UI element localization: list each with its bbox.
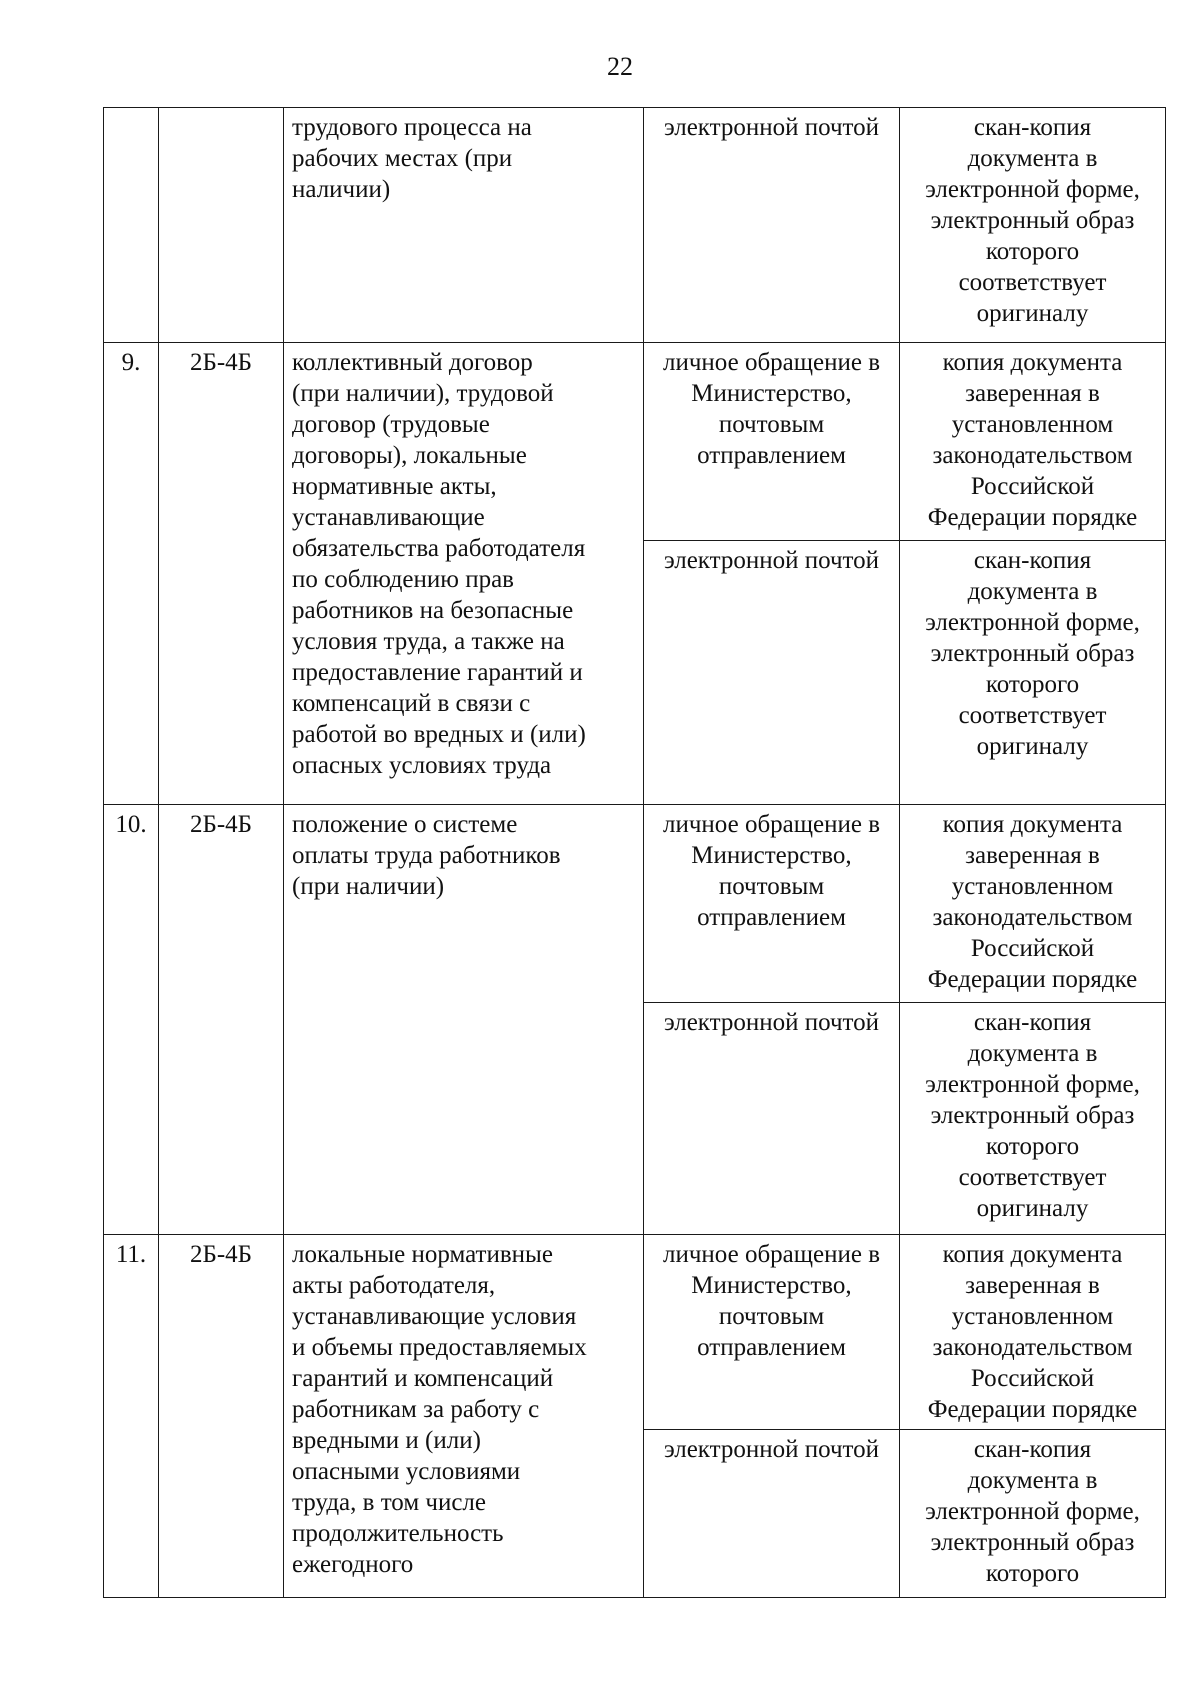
submission-method: личное обращение в Министерство, почтовым отправлением — [662, 811, 881, 931]
row-code: 2Б-4Б — [189, 349, 253, 376]
document-form: копия документа заверенная в установленном законодательством Российской Федерации порядке — [927, 349, 1138, 531]
document-form-cell — [900, 108, 1166, 343]
submission-method-cell — [644, 1003, 900, 1235]
submission-method-cell — [644, 343, 900, 541]
submission-method: электронной почтой — [663, 547, 880, 574]
submission-method: личное обращение в Министерство, почтовым отправлением — [662, 1241, 881, 1361]
submission-method: личное обращение в Министерство, почтовым отправлением — [662, 349, 881, 469]
document-form: скан-копия документа в электронной форме, электронный образ которого соответствует оригиналу — [925, 1009, 1140, 1222]
submission-method-cell — [644, 541, 900, 805]
document-form-cell — [900, 805, 1166, 1003]
row-number-cell — [104, 1235, 159, 1598]
submission-method-cell — [644, 805, 900, 1003]
table-row — [104, 1235, 1166, 1430]
submission-method-cell — [644, 1235, 900, 1430]
row-code-cell — [159, 805, 284, 1235]
submission-method: электронной почтой — [663, 114, 880, 141]
row-number: 10. — [115, 811, 147, 838]
row-number-cell — [104, 805, 159, 1235]
submission-method: электронной почтой — [663, 1436, 880, 1463]
document-name: коллективный договор (при наличии), трудовой договор (трудовые договоры), локальные нормативные акты, устанавливающие обязательства работодателя по соблюдению прав работников на безопасные условия труда, а также на предоставление гарантий и компенсаций в связи с работой во вредных и (или) опасных условиях труда — [292, 349, 586, 779]
document-form-cell — [900, 343, 1166, 541]
document-name-cell — [284, 1235, 644, 1598]
row-number-cell — [104, 343, 159, 805]
table-row-continuation — [104, 108, 1166, 343]
row-code-cell — [159, 343, 284, 805]
row-code-cell — [159, 108, 284, 343]
row-code: 2Б-4Б — [189, 811, 253, 838]
document-form-cell — [900, 1235, 1166, 1430]
document-form: копия документа заверенная в установленном законодательством Российской Федерации порядке — [927, 1241, 1138, 1423]
row-number: 9. — [121, 349, 141, 376]
document-form: копия документа заверенная в установленном законодательством Российской Федерации порядке — [927, 811, 1138, 993]
document-name-cell — [284, 343, 644, 805]
row-number: 11. — [115, 1241, 147, 1268]
row-code: 2Б-4Б — [189, 1241, 253, 1268]
table-row — [104, 805, 1166, 1003]
page-number: 22 — [607, 52, 633, 81]
documents-table — [103, 107, 1166, 1598]
document-form-cell — [900, 1430, 1166, 1598]
row-number-cell — [104, 108, 159, 343]
document-form: скан-копия документа в электронной форме, электронный образ которого — [925, 1436, 1140, 1587]
document-name: локальные нормативные акты работодателя, устанавливающие условия и объемы предоставляемых гарантий и компенсаций работникам за работу с вредными и (или) опасными условиями труда, в том числе продолжительность ежегодного — [292, 1241, 587, 1578]
table-row — [104, 343, 1166, 541]
document-form: скан-копия документа в электронной форме, электронный образ которого соответствует оригиналу — [925, 547, 1140, 760]
submission-method-cell — [644, 1430, 900, 1598]
document-form-cell — [900, 541, 1166, 805]
document-name: положение о системе оплаты труда работников (при наличии) — [292, 811, 561, 900]
document-name: трудового процесса на рабочих местах (при наличии) — [292, 114, 532, 203]
row-code-cell — [159, 1235, 284, 1598]
document-form: скан-копия документа в электронной форме, электронный образ которого соответствует оригиналу — [925, 114, 1140, 327]
document-name-cell — [284, 805, 644, 1235]
document-name-cell — [284, 108, 644, 343]
document-form-cell — [900, 1003, 1166, 1235]
submission-method: электронной почтой — [663, 1009, 880, 1036]
submission-method-cell — [644, 108, 900, 343]
